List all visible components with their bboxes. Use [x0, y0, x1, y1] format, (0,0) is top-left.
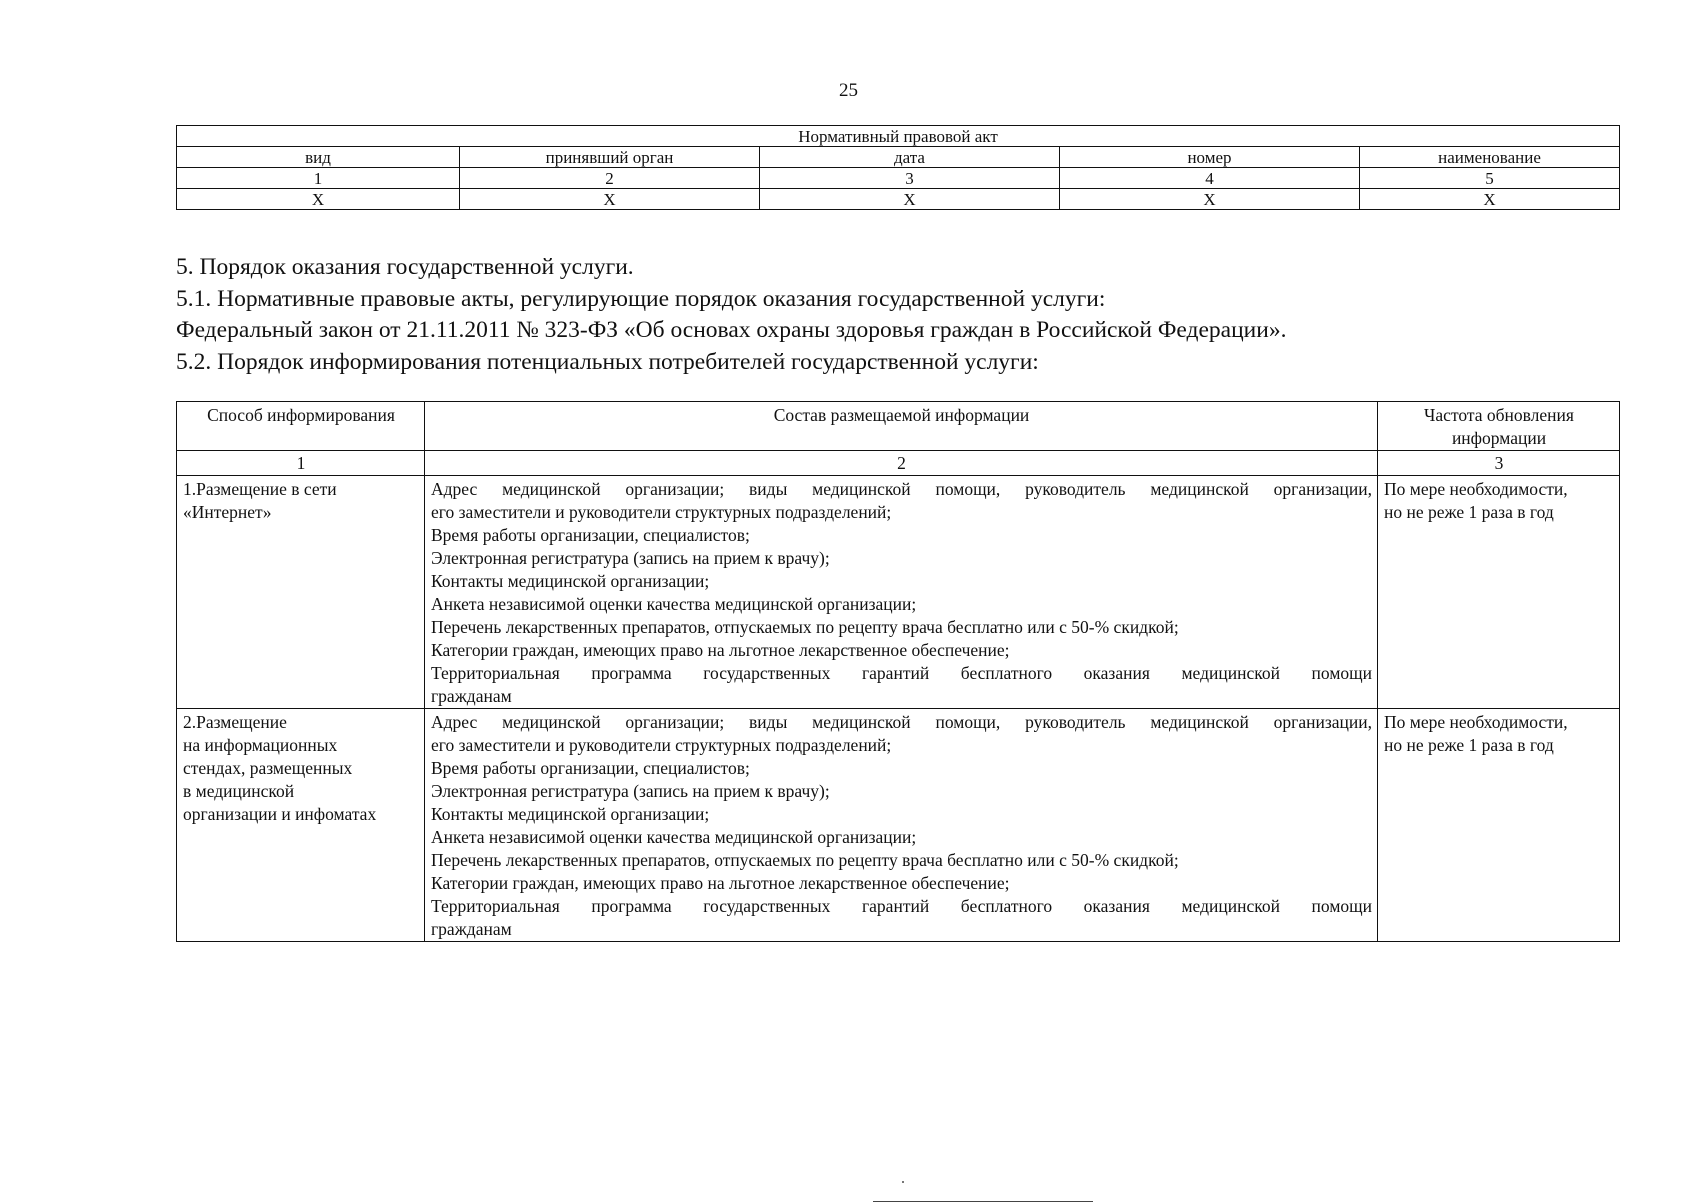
content-line: Анкета независимой оценки качества медицинской организации;: [431, 594, 917, 614]
act-table-header-row: [177, 147, 1620, 168]
federal-law-reference: Федеральный закон от 21.11.2011 № 323-ФЗ «Об основах охраны здоровья граждан в Российской Федерации».: [176, 317, 1287, 343]
header-text: Способ информирования: [207, 405, 395, 425]
page-number: 25: [839, 80, 858, 101]
info-col-number: 3: [1378, 451, 1620, 476]
content-line: Контакты медицинской организации;: [431, 804, 710, 824]
content-cell: [425, 476, 1378, 709]
scan-speck: [902, 1181, 904, 1183]
act-col-number: 2: [460, 168, 760, 189]
info-col-number: 1: [177, 451, 425, 476]
content-line: гражданам: [431, 919, 512, 939]
act-cell: X: [177, 189, 460, 210]
content-line: Территориальная программа государственных гарантий бесплатного оказания медицинской помощи: [431, 896, 1372, 916]
info-table-header-row: [177, 402, 1620, 451]
act-table-number-row: [177, 168, 1620, 189]
info-col-header-method: [177, 402, 425, 451]
content-line: Адрес медицинской организации; виды медицинской помощи, руководитель медицинской организации,: [431, 712, 1372, 732]
content-line: Категории граждан, имеющих право на льготное лекарственное обеспечение;: [431, 873, 1010, 893]
table-row: [177, 476, 1620, 709]
method-line: «Интернет»: [183, 502, 272, 522]
content-line: гражданам: [431, 686, 512, 706]
method-cell: [177, 709, 425, 942]
act-col-header: вид: [177, 147, 460, 168]
info-col-header-content: [425, 402, 1378, 451]
content-line: Контакты медицинской организации;: [431, 571, 710, 591]
act-col-number: 1: [177, 168, 460, 189]
act-col-header: дата: [760, 147, 1060, 168]
content-line: Перечень лекарственных препаратов, отпускаемых по рецепту врача бесплатно или с 50-% скидкой;: [431, 850, 1179, 870]
info-col-number: 2: [425, 451, 1378, 476]
section-5-heading: 5. Порядок оказания государственной услуги.: [176, 254, 634, 280]
content-line: Время работы организации, специалистов;: [431, 758, 750, 778]
section-text: [176, 252, 1616, 378]
header-text: Частота обновления: [1424, 405, 1574, 425]
act-cell: X: [1060, 189, 1360, 210]
table-row: [177, 709, 1620, 942]
section-5-2-heading: 5.2. Порядок информирования потенциальных потребителей государственной услуги:: [176, 348, 1039, 375]
act-cell: X: [1360, 189, 1620, 210]
method-line: в медицинской: [183, 781, 295, 801]
act-cell: X: [760, 189, 1060, 210]
content-line: Адрес медицинской организации; виды медицинской помощи, руководитель медицинской организации,: [431, 479, 1372, 499]
content-line: его заместители и руководители структурных подразделений;: [431, 502, 892, 522]
content-line: Перечень лекарственных препаратов, отпускаемых по рецепту врача бесплатно или с 50-% скидкой;: [431, 617, 1179, 637]
content-line: Электронная регистратура (запись на прием к врачу);: [431, 548, 830, 568]
method-line: 2.Размещение: [183, 712, 287, 732]
content-line: его заместители и руководители структурных подразделений;: [431, 735, 892, 755]
content-cell: [425, 709, 1378, 942]
content-line: Время работы организации, специалистов;: [431, 525, 750, 545]
normative-act-table: [176, 125, 1620, 210]
frequency-cell: [1378, 709, 1620, 942]
act-table-title-row: [177, 126, 1620, 147]
act-table-row: [177, 189, 1620, 210]
act-table-title: Нормативный правовой акт: [177, 126, 1620, 147]
header-text: информации: [1451, 428, 1547, 448]
frequency-line: По мере необходимости,: [1384, 712, 1568, 732]
content-line: Анкета независимой оценки качества медицинской организации;: [431, 827, 917, 847]
method-line: 1.Размещение в сети: [183, 479, 337, 499]
content-line: Категории граждан, имеющих право на льготное лекарственное обеспечение;: [431, 640, 1010, 660]
method-cell: [177, 476, 425, 709]
frequency-line: По мере необходимости,: [1384, 479, 1568, 499]
frequency-cell: [1378, 476, 1620, 709]
frequency-line: но не реже 1 раза в год: [1384, 735, 1554, 755]
frequency-line: но не реже 1 раза в год: [1384, 502, 1554, 522]
act-col-number: 5: [1360, 168, 1620, 189]
act-col-number: 3: [760, 168, 1060, 189]
header-text: Состав размещаемой информации: [773, 405, 1030, 425]
act-col-header: наименование: [1360, 147, 1620, 168]
info-table-number-row: [177, 451, 1620, 476]
act-cell: X: [460, 189, 760, 210]
act-col-number: 4: [1060, 168, 1360, 189]
method-line: организации и инфоматах: [183, 804, 377, 824]
informing-table: [176, 401, 1620, 942]
info-col-header-frequency: [1378, 402, 1620, 451]
method-line: на информационных: [183, 735, 338, 755]
content-line: Территориальная программа государственных гарантий бесплатного оказания медицинской помощи: [431, 663, 1372, 683]
act-col-header: номер: [1060, 147, 1360, 168]
content-line: Электронная регистратура (запись на прием к врачу);: [431, 781, 830, 801]
section-5-1-heading: 5.1. Нормативные правовые акты, регулирующие порядок оказания государственной услуги:: [176, 285, 1106, 312]
act-col-header: принявший орган: [460, 147, 760, 168]
method-line: стендах, размещенных: [183, 758, 353, 778]
